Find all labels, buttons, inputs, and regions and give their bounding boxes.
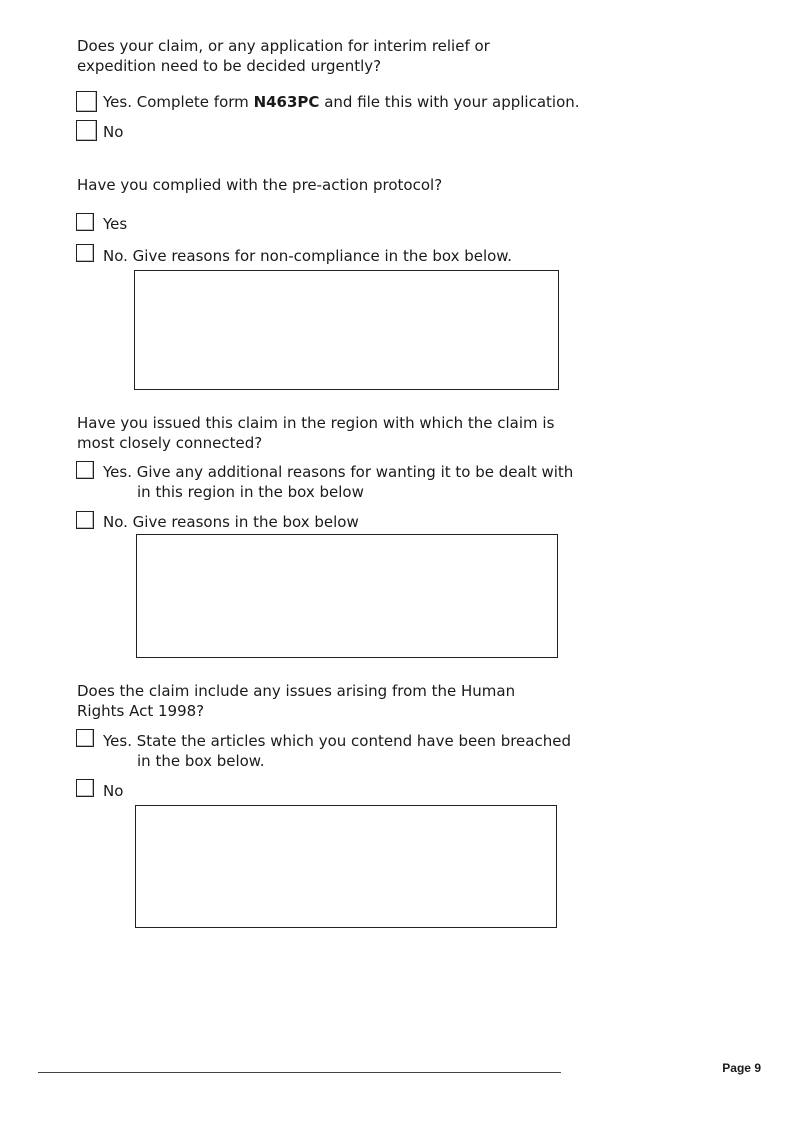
footer-divider: [38, 1072, 561, 1073]
urgency-yes-checkbox[interactable]: [76, 91, 97, 112]
human-rights-question: Does the claim include any issues arising from the Human Rights Act 1998?: [77, 682, 516, 720]
region-no-label: No. Give reasons in the box below: [103, 513, 359, 531]
urgency-yes-label: Yes. Complete form N463PC and file this with your application.: [103, 93, 580, 111]
protocol-question: Have you complied with the pre-action protocol?: [77, 176, 443, 194]
human-rights-articles-box[interactable]: [135, 805, 557, 928]
region-reasons-box[interactable]: [136, 534, 558, 658]
protocol-reasons-box[interactable]: [134, 270, 559, 390]
protocol-yes-label: Yes: [103, 215, 128, 233]
protocol-no-checkbox[interactable]: [76, 244, 94, 262]
human-rights-yes-checkbox[interactable]: [76, 729, 94, 747]
protocol-yes-checkbox[interactable]: [76, 213, 94, 231]
human-rights-yes-line2: in the box below.: [137, 752, 265, 770]
page-number: Page 9: [722, 1061, 761, 1075]
form-code: N463PC: [253, 93, 320, 111]
human-rights-yes-label: [103, 731, 571, 771]
region-no-checkbox[interactable]: [76, 511, 94, 529]
region-yes-label: [103, 462, 573, 502]
human-rights-no-label: No: [103, 782, 124, 800]
region-question: Have you issued this claim in the region with which the claim is most closely connected?: [77, 414, 555, 452]
region-yes-checkbox[interactable]: [76, 461, 94, 479]
urgency-no-checkbox[interactable]: [76, 120, 97, 141]
region-yes-line2: in this region in the box below: [137, 483, 364, 501]
urgency-no-label: No: [103, 123, 124, 141]
human-rights-yes-line1: Yes. State the articles which you contend have been breached: [103, 732, 571, 750]
human-rights-no-checkbox[interactable]: [76, 779, 94, 797]
region-yes-line1: Yes. Give any additional reasons for wanting it to be dealt with: [103, 463, 574, 481]
urgency-question: Does your claim, or any application for interim relief or expedition need to be decided urgently?: [77, 37, 490, 75]
protocol-no-label: No. Give reasons for non-compliance in the box below.: [103, 247, 512, 265]
